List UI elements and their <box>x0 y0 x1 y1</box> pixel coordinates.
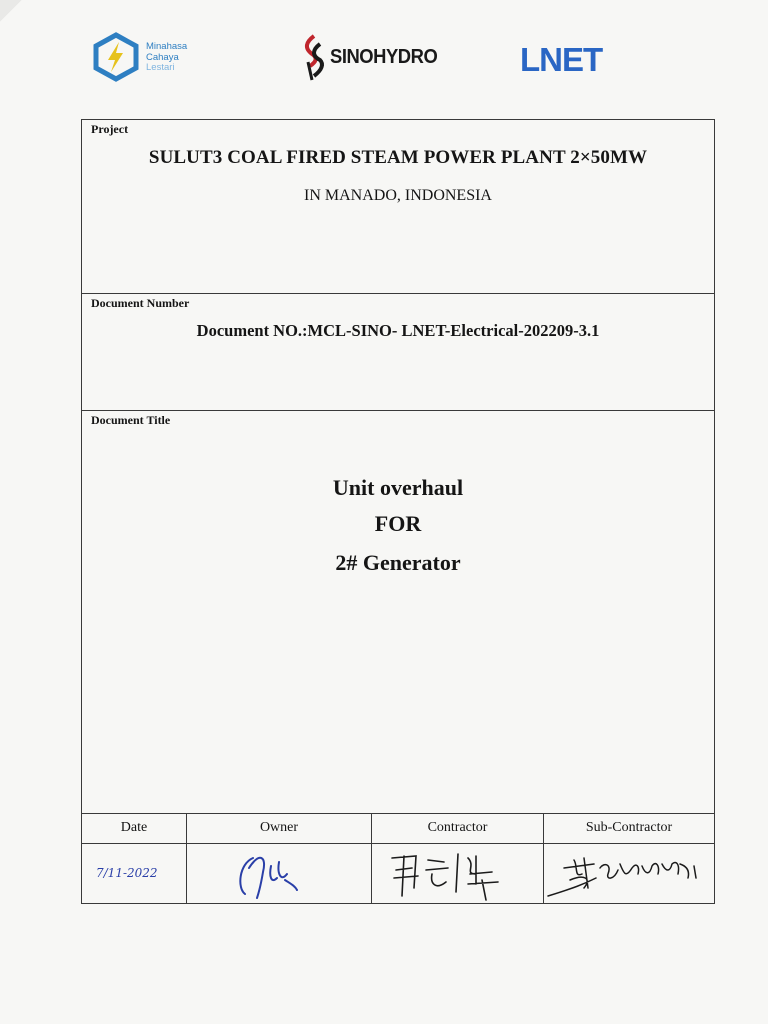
project-location: IN MANADO, INDONESIA <box>304 187 492 204</box>
cover-form <box>81 119 715 904</box>
sinohydro-wordmark: SINOHYDRO <box>330 46 438 68</box>
logo-line: Lestari <box>146 62 175 73</box>
title-line: FOR <box>374 511 422 536</box>
lnet-logo: LNET <box>520 41 603 78</box>
document-title-label: Document Title <box>91 413 171 427</box>
logo-line: Minahasa <box>146 41 188 52</box>
document-number-label: Document Number <box>91 296 190 310</box>
sinohydro-logo <box>298 32 438 84</box>
page-corner-fold <box>0 0 22 22</box>
owner-header: Owner <box>187 814 371 844</box>
owner-signature <box>187 844 371 902</box>
sub-contractor-header: Sub-Contractor <box>544 814 714 844</box>
date-header: Date <box>82 814 186 844</box>
owner-column <box>187 814 372 903</box>
sub-contractor-column <box>544 814 714 903</box>
document-number-value: Document NO.:MCL-SINO- LNET-Electrical-202209-3.1 <box>196 321 600 340</box>
sinohydro-emblem-icon <box>298 32 330 84</box>
project-section <box>82 120 714 294</box>
date-column <box>82 814 187 903</box>
date-value: 7/11-2022 <box>96 866 158 880</box>
contractor-column <box>372 814 544 903</box>
contractor-signature <box>372 844 543 902</box>
minahasa-cahaya-lestari-logo <box>90 32 200 84</box>
title-line: Unit overhaul <box>332 475 464 500</box>
title-line: 2# Generator <box>335 550 461 575</box>
contractor-header: Contractor <box>372 814 543 844</box>
date-handwriting <box>82 844 186 902</box>
sub-contractor-signature <box>544 844 714 902</box>
logo-line: Cahaya <box>146 51 179 63</box>
project-name: SULUT3 COAL FIRED STEAM POWER PLANT 2×50MW <box>148 147 648 168</box>
signature-table <box>82 813 714 903</box>
project-label: Project <box>91 122 129 136</box>
document-number-section <box>82 294 714 411</box>
lightning-hexagon-icon <box>90 32 142 82</box>
document-title-section <box>82 411 714 814</box>
